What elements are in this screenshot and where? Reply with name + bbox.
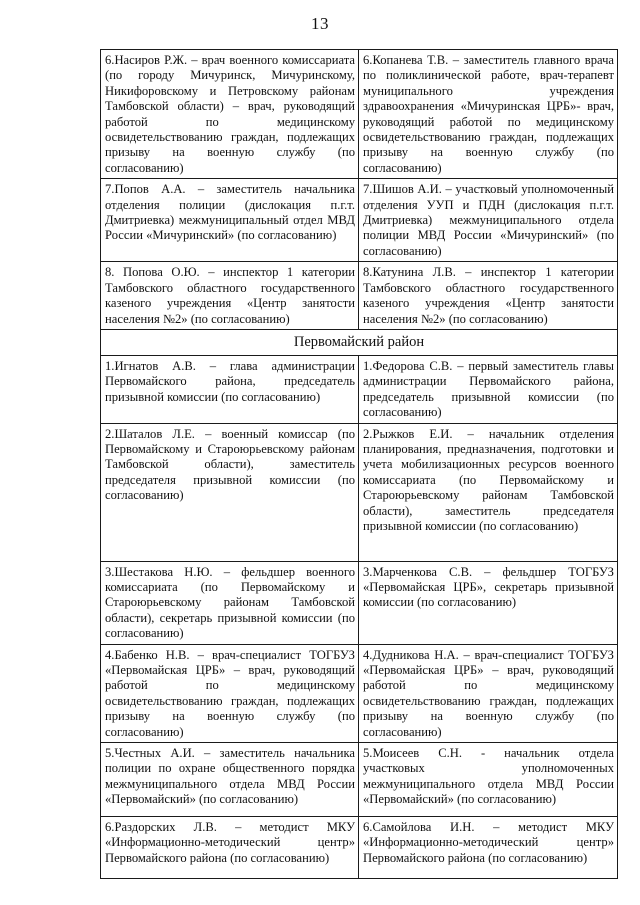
table-row bbox=[101, 743, 618, 817]
table-row bbox=[101, 817, 618, 879]
member-cell-left: 1.Игнатов А.В. – глава администрации Первомайского района, председатель призывной комиссии (по согласованию) bbox=[101, 355, 359, 423]
member-cell-left: 8. Попова О.Ю. – инспектор 1 категории Тамбовского областного государственного казеного учреждения «Центр занятости населения №2» (по согласованию) bbox=[101, 262, 359, 330]
member-cell-left: 7.Попов А.А. – заместитель начальника отделения полиции (дислокация п.г.т. Дмитриевка) межмуниципальный отдел МВД России «Мичуринский» (по согласованию) bbox=[101, 179, 359, 262]
page-number: 13 bbox=[311, 14, 329, 33]
member-cell-right: 4.Дудникова Н.А. – врач-специалист ТОГБУЗ «Первомайская ЦРБ» – врач, руководящий работой по медицинскому освидетельствованию граждан, подлежащих призыву на военную службу (по согласованию) bbox=[359, 644, 618, 742]
table-row bbox=[101, 644, 618, 742]
member-cell-left: 4.Бабенко Н.В. – врач-специалист ТОГБУЗ «Первомайская ЦРБ» – врач, руководящий работой по медицинскому освидетельствованию граждан, подлежащих призыву на военную службу (по согласованию) bbox=[101, 644, 359, 742]
member-cell-right: 6.Самойлова И.Н. – методист МКУ «Информационно-методический центр» Первомайского района (по согласованию) bbox=[359, 817, 618, 879]
section-row bbox=[101, 329, 618, 355]
table-row bbox=[101, 50, 618, 179]
section-title: Первомайский район bbox=[101, 329, 618, 355]
member-cell-left: 5.Честных А.И. – заместитель начальника полиции по охране общественного порядка межмуниципального отдела МВД России «Первомайский» (по согласованию) bbox=[101, 743, 359, 817]
member-cell-right: 3.Марченкова С.В. – фельдшер ТОГБУЗ «Первомайская ЦРБ», секретарь призывной комиссии (по согласованию) bbox=[359, 561, 618, 644]
table-row bbox=[101, 423, 618, 561]
table-row bbox=[101, 561, 618, 644]
member-cell-right: 8.Катунина Л.В. – инспектор 1 категории Тамбовского областного государственного казеного учреждения «Центр занятости населения №2» (по согласованию) bbox=[359, 262, 618, 330]
table-row bbox=[101, 355, 618, 423]
member-cell-left: 6.Насиров Р.Ж. – врач военного комиссариата (по городу Мичуринск, Мичуринскому, Никифоровскому и Петровскому районам Тамбовской области) – врач, руководящий работой по медицинскому освидетельствованию граждан, подлежащих призыву на военную службу (по согласованию) bbox=[101, 50, 359, 179]
member-cell-right: 5.Моисеев С.Н. - начальник отдела участковых уполномоченных межмуниципального отдела МВД России «Первомайский» (по согласованию) bbox=[359, 743, 618, 817]
commission-table bbox=[100, 49, 618, 879]
member-cell-left: 3.Шестакова Н.Ю. – фельдшер военного комиссариата (по Первомайскому и Староюрьевскому районам Тамбовской области), секретарь призывной комиссии (по согласованию) bbox=[101, 561, 359, 644]
member-cell-left: 6.Раздорских Л.В. – методист МКУ «Информационно-методический центр» Первомайского района (по согласованию) bbox=[101, 817, 359, 879]
member-cell-right: 7.Шишов А.И. – участковый уполномоченный отделения УУП и ПДН (дислокация п.г.т. Дмитриевка) межмуниципального отдела полиции МВД России «Мичуринский» (по согласованию) bbox=[359, 179, 618, 262]
member-cell-right: 6.Копанева Т.В. – заместитель главного врача по поликлинической работе, врач-терапевт муниципального учреждения здравоохранения «Мичуринская ЦРБ»- врач, руководящий работой по медицинскому освидетельствованию граждан, подлежащих призыву на военную службу (по согласованию) bbox=[359, 50, 618, 179]
member-cell-left: 2.Шаталов Л.Е. – военный комиссар (по Первомайскому и Староюрьевскому районам Тамбовской области), заместитель председателя призывной комиссии (по согласованию) bbox=[101, 423, 359, 561]
member-cell-right: 1.Федорова С.В. – первый заместитель главы администрации Первомайского района, председатель призывной комиссии (по согласованию) bbox=[359, 355, 618, 423]
table-row bbox=[101, 262, 618, 330]
member-cell-right: 2.Рыжков Е.И. – начальник отделения планирования, предназначения, подготовки и учета мобилизационных ресурсов военного комиссариата (по Первомайскому и Староюрьевскому районам Тамбовской области), заместитель председателя призывной комиссии (по согласованию) bbox=[359, 423, 618, 561]
table-row bbox=[101, 179, 618, 262]
